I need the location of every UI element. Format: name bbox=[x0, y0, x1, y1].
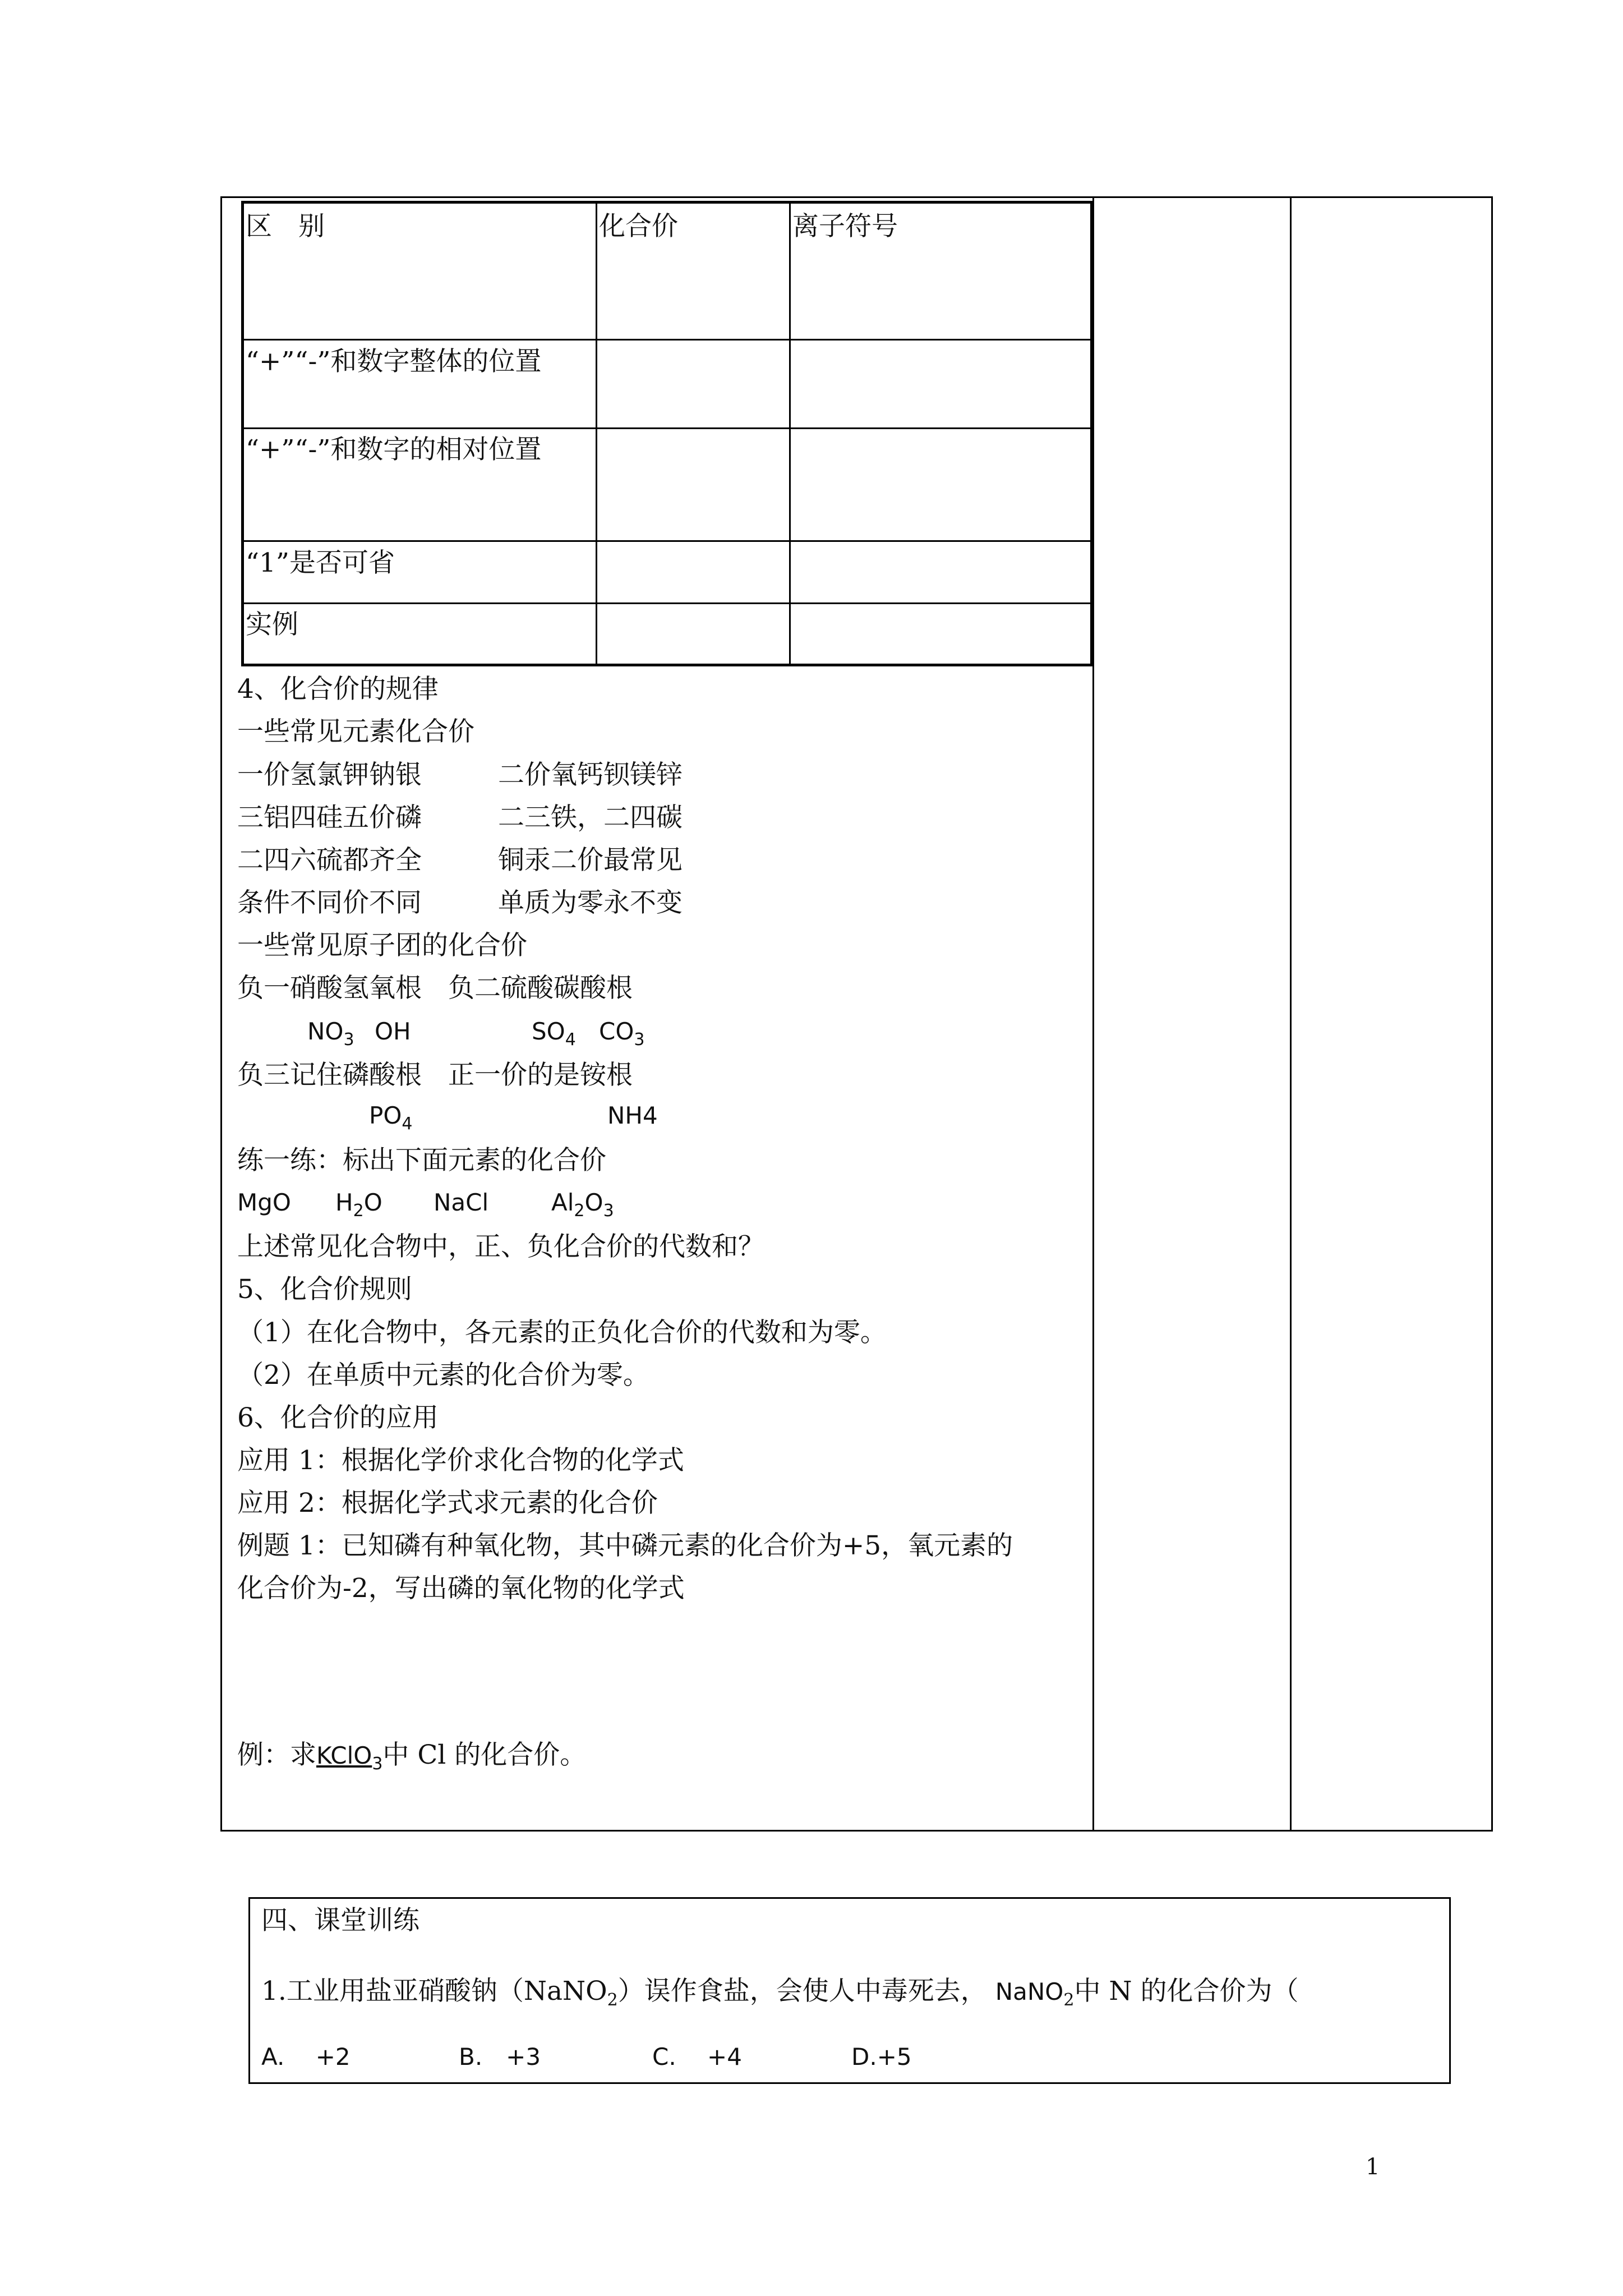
compare-right-border bbox=[1090, 201, 1093, 666]
rhyme-line-2b: 二三铁，二四碳 bbox=[498, 802, 683, 833]
option-a: A. +2 bbox=[261, 2043, 351, 2070]
compare-row-line bbox=[242, 540, 1092, 542]
compare-top-border bbox=[242, 201, 1092, 204]
outer-right-border bbox=[1491, 196, 1493, 1832]
compare-left-border bbox=[241, 201, 244, 666]
compare-col-line bbox=[789, 201, 791, 666]
header-ion-symbol: 离子符号 bbox=[792, 211, 898, 242]
compare-col-line bbox=[596, 201, 597, 666]
section6-title: 6、化合价的应用 bbox=[237, 1402, 439, 1433]
option-b: B. +3 bbox=[459, 2043, 541, 2070]
radical-groups-line-2: 负三记住磷酸根 正一价的是铵根 bbox=[237, 1060, 633, 1091]
example-1-line-1: 例题 1：已知磷有种氧化物，其中磷元素的化合价为+5，氧元素的 bbox=[237, 1530, 1013, 1561]
formula-sulfate: $SO_4$ bbox=[532, 1018, 576, 1050]
outer-top-border bbox=[220, 196, 1493, 198]
row-label-omit-one: “1”是否可省 bbox=[246, 547, 395, 578]
example-2: 例：求KClO$_3$中 Cl 的化合价。 bbox=[237, 1740, 587, 1774]
formula-h2o: $H_2O$ bbox=[335, 1189, 382, 1221]
radical-groups-line-1: 负一硝酸氢氧根 负二硫酸碳酸根 bbox=[237, 973, 633, 1004]
formula-ammonium: NH4 bbox=[607, 1102, 658, 1129]
formula-nacl: NaCl bbox=[434, 1189, 489, 1216]
formula-mgo: MgO bbox=[237, 1189, 291, 1216]
rule-2: （2）在单质中元素的化合价为零。 bbox=[237, 1360, 649, 1391]
rhyme-line-3a: 二四六硫都齐全 bbox=[237, 845, 422, 876]
radical-groups-title: 一些常见原子团的化合价 bbox=[237, 930, 527, 961]
question-1: 1.工业用盐亚硝酸钠（NaNO$_2$）误作食盐，会使人中毒死去， NaNO$_2$中 N 的化合价为（ bbox=[261, 1976, 1299, 2010]
page-number: 1 bbox=[1366, 2154, 1380, 2180]
rhyme-line-1b: 二价氧钙钡镁锌 bbox=[498, 760, 683, 790]
rhyme-line-4a: 条件不同价不同 bbox=[237, 887, 422, 918]
formula-carbonate: $CO_3$ bbox=[599, 1018, 645, 1050]
outer-left-border bbox=[220, 196, 222, 1832]
formula-phosphate: $PO_4$ bbox=[369, 1102, 413, 1134]
option-d: D.+5 bbox=[851, 2043, 912, 2070]
common-elements-title: 一些常见元素化合价 bbox=[237, 716, 474, 747]
algebraic-sum-question: 上述常见化合物中，正、负化合价的代数和？ bbox=[237, 1231, 764, 1262]
rhyme-line-2a: 三铝四硅五价磷 bbox=[237, 802, 422, 833]
formula-nitrate: $NO_3$ bbox=[307, 1018, 354, 1050]
row-label-example: 实例 bbox=[246, 609, 298, 640]
header-difference: 区 别 bbox=[246, 211, 325, 242]
rhyme-line-1a: 一价氢氯钾钠银 bbox=[237, 760, 422, 790]
training-title: 四、课堂训练 bbox=[261, 1905, 419, 1936]
option-c: C. +4 bbox=[652, 2043, 742, 2070]
rule-1: （1）在化合物中，各元素的正负化合价的代数和为零。 bbox=[237, 1317, 887, 1348]
compare-bottom-border bbox=[242, 664, 1092, 666]
application-1: 应用 1：根据化学价求化合物的化学式 bbox=[237, 1445, 684, 1476]
application-2: 应用 2：根据化学式求元素的化合价 bbox=[237, 1488, 658, 1519]
example-1-line-2: 化合价为-2，写出磷的氧化物的化学式 bbox=[237, 1573, 685, 1604]
section4-title: 4、化合价的规律 bbox=[237, 674, 439, 705]
column-divider-2 bbox=[1290, 196, 1292, 1832]
compare-row-line bbox=[242, 602, 1092, 604]
formula-hydroxide: OH bbox=[375, 1018, 411, 1045]
practice-prompt: 练一练：标出下面元素的化合价 bbox=[237, 1145, 606, 1176]
rhyme-line-4b: 单质为零永不变 bbox=[498, 887, 683, 918]
header-valence: 化合价 bbox=[599, 211, 678, 242]
section5-title: 5、化合价规则 bbox=[237, 1274, 412, 1305]
row-label-relative-position: “+”“-”和数字的相对位置 bbox=[246, 434, 542, 465]
outer-bottom-border bbox=[220, 1830, 1493, 1832]
rhyme-line-3b: 铜汞二价最常见 bbox=[498, 845, 683, 876]
formula-al2o3: $Al_2O_3$ bbox=[551, 1189, 614, 1221]
row-label-position: “+”“-”和数字整体的位置 bbox=[246, 346, 542, 377]
